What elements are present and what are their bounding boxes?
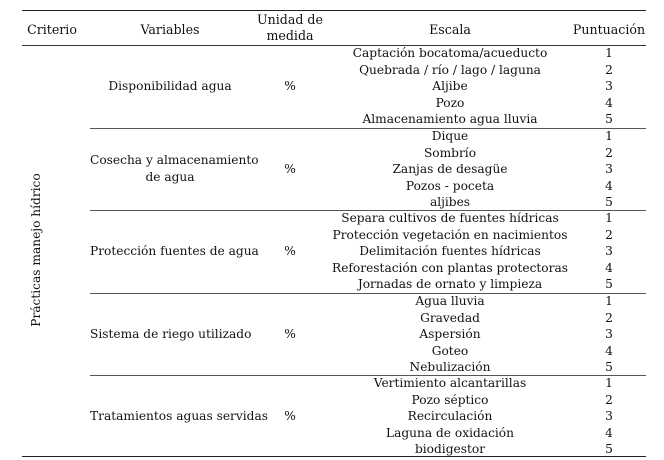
- criterio-label: Prácticas manejo hídrico: [29, 173, 43, 327]
- puntuacion-cell: 1: [605, 376, 613, 390]
- escala-cell: Jornadas de ornato y limpieza: [357, 277, 543, 291]
- variable-cell: Protección fuentes de agua: [90, 244, 259, 258]
- variable-cell: Disponibilidad agua: [108, 79, 232, 93]
- puntuacion-cell: 2: [605, 227, 613, 242]
- puntuacion-cell: 4: [605, 178, 613, 193]
- escala-cell: Dique: [431, 129, 469, 143]
- escala-cell: Aljibe: [432, 79, 468, 93]
- puntuacion-cell: 3: [605, 409, 613, 423]
- variable-cell: Tratamientos aguas servidas: [90, 409, 268, 423]
- escala-cell: Pozo: [435, 95, 465, 110]
- escala-cell: Nebulización: [409, 360, 491, 374]
- puntuacion-cell: 2: [605, 392, 613, 407]
- escala-cell: Delimitación fuentes hídricas: [359, 244, 541, 258]
- escala-cell: Captación bocatoma/acueducto: [352, 46, 548, 60]
- puntuacion-cell: 4: [605, 260, 613, 275]
- escala-cell: Pozo séptico: [411, 392, 489, 407]
- puntuacion-cell: 5: [605, 112, 613, 126]
- puntuacion-cell: 3: [605, 244, 613, 258]
- unidad-cell: %: [284, 244, 296, 258]
- header-criterio: Criterio: [27, 22, 77, 37]
- puntuacion-cell: 4: [605, 343, 613, 358]
- escala-cell: Separa cultivos de fuentes hídricas: [341, 211, 559, 225]
- puntuacion-cell: 5: [605, 277, 613, 291]
- escala-cell: Agua lluvia: [415, 294, 485, 308]
- puntuacion-cell: 1: [605, 294, 613, 308]
- unidad-cell: %: [284, 327, 296, 341]
- puntuacion-cell: 2: [605, 62, 613, 77]
- escala-cell: Sombrío: [423, 145, 477, 160]
- escala-cell: Goteo: [431, 343, 469, 358]
- puntuacion-cell: 2: [605, 310, 613, 325]
- puntuacion-cell: 5: [605, 442, 613, 456]
- header-puntuacion: Puntuación: [572, 22, 646, 37]
- variable-cell-line1: Cosecha y almacenamiento: [90, 153, 259, 167]
- escala-cell: Reforestación con plantas protectoras: [332, 260, 568, 275]
- variable-cell-line2: de agua: [145, 170, 195, 184]
- puntuacion-cell: 1: [605, 129, 613, 143]
- escala-cell: aljibes: [429, 195, 471, 209]
- escala-cell: biodigestor: [414, 442, 486, 456]
- puntuacion-cell: 5: [605, 195, 613, 209]
- unidad-cell: %: [284, 79, 296, 93]
- escala-cell: Gravedad: [420, 310, 480, 325]
- escala-cell: Recirculación: [407, 409, 493, 423]
- puntuacion-cell: 2: [605, 145, 613, 160]
- table-top-border: [22, 10, 646, 11]
- header-unidad: Unidad de medida: [257, 12, 323, 43]
- unidad-cell: %: [284, 162, 296, 176]
- puntuacion-cell: 1: [605, 46, 613, 60]
- puntuacion-cell: 3: [605, 162, 613, 176]
- unidad-cell: %: [284, 409, 296, 423]
- escala-cell: Vertimiento alcantarillas: [373, 376, 527, 390]
- escala-cell: Pozos - poceta: [405, 178, 495, 193]
- escala-cell: Protección vegetación en nacimientos: [332, 227, 568, 242]
- puntuacion-cell: 5: [605, 360, 613, 374]
- escala-cell: Laguna de oxidación: [386, 425, 514, 440]
- escala-cell: Zanjas de desagüe: [392, 162, 508, 176]
- escala-cell: Aspersión: [419, 327, 481, 341]
- header-variables: Variables: [140, 22, 200, 37]
- puntuacion-cell: 3: [605, 327, 613, 341]
- puntuacion-cell: 1: [605, 211, 613, 225]
- escala-cell: Almacenamiento agua lluvia: [362, 112, 538, 126]
- header-escala: Escala: [429, 22, 471, 37]
- variable-cell: Sistema de riego utilizado: [90, 327, 252, 341]
- puntuacion-cell: 4: [605, 425, 613, 440]
- puntuacion-cell: 4: [605, 95, 613, 110]
- escala-cell: Quebrada / río / lago / laguna: [359, 62, 541, 77]
- puntuacion-cell: 3: [605, 79, 613, 93]
